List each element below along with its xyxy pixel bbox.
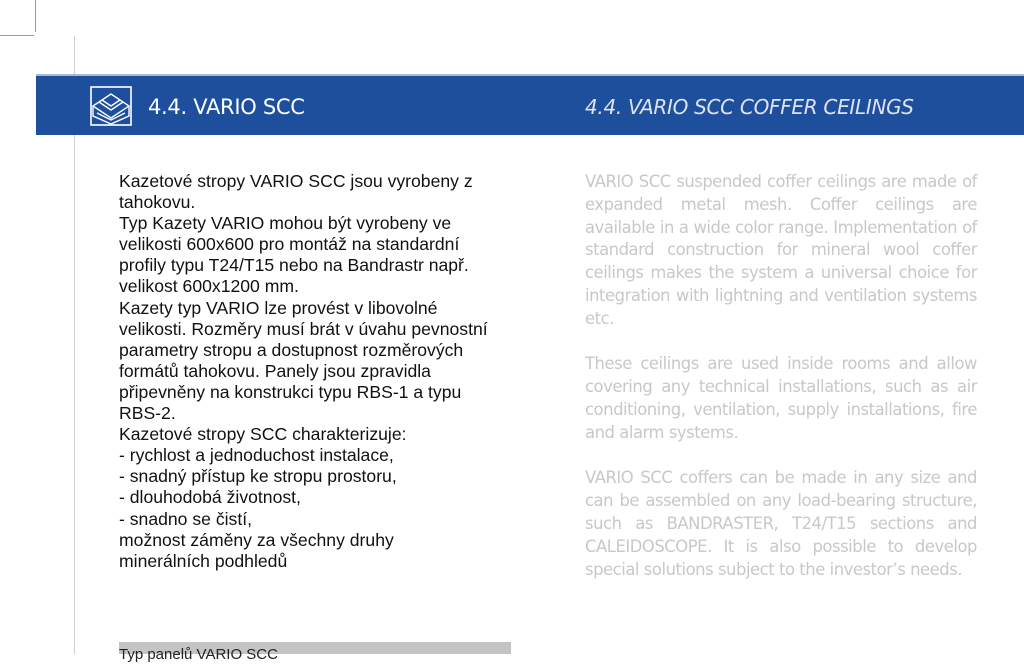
text-line: - snadný přístup ke stropu prostoru,	[119, 466, 397, 487]
text-line: možnost záměny za všechny druhy	[119, 529, 394, 550]
diamond-grid-icon	[90, 86, 132, 126]
crop-mark-horizontal	[0, 35, 34, 36]
text-line: velikosti. Rozměry musí brát v úvahu pevnostní	[119, 318, 488, 339]
crop-mark-vertical	[35, 0, 36, 32]
paragraph: VARIO SCC coffers can be made in any size and can be assembled on any load-bearing structure, such as BANDRASTER, T24/T15 sections and CALEIDOSCOPE. It is also possible to develop special solutions subject to the investor’s needs.	[585, 468, 977, 579]
text-line: Kazetové stropy VARIO SCC jsou vyrobeny z	[119, 171, 473, 191]
section-title-en: 4.4. VARIO SCC COFFER CEILINGS	[585, 95, 914, 119]
text-line: profily typu T24/T15 nebo na Bandrastr např.	[119, 255, 469, 276]
text-line: připevněny na konstrukci typu RBS-1 a typu	[119, 381, 462, 402]
text-line: parametry stropu a dostupnost rozměrových	[119, 339, 464, 360]
text-line: - snadno se čistí,	[119, 508, 252, 529]
table-header-label: Typ panelů VARIO SCC	[119, 646, 278, 663]
paragraph: VARIO SCC suspended coffer ceilings are made of expanded metal mesh. Coffer ceilings are available in a wide color range. Implementation of standard construction for mineral wool coffer ceilings makes the system a universal choice for integration with lightning and ventilation systems etc.	[585, 172, 977, 328]
czech-description	[119, 171, 539, 572]
text-line: velikost 600x1200 mm.	[119, 276, 299, 297]
text-line: Typ Kazety VARIO mohou být vyrobeny ve	[119, 213, 452, 234]
english-description	[585, 171, 977, 604]
text-line: RBS-2.	[119, 403, 176, 424]
text-line: - rychlost a jednoduchost instalace,	[119, 445, 394, 466]
text-line: tahokovu.	[119, 192, 196, 213]
text-line: formátů tahokovu. Panely jsou zpravidla	[119, 360, 431, 381]
text-line: minerálních podhledů	[119, 550, 288, 571]
text-line: velikosti 600x600 pro montáž na standardní	[119, 234, 460, 255]
text-line: Kazety typ VARIO lze provést v libovolné	[119, 297, 438, 318]
text-line: Kazetové stropy SCC charakterizuje:	[119, 424, 407, 445]
paragraph: These ceilings are used inside rooms and allow covering any technical installations, such as air conditioning, ventilation, supply installations, fire and alarm systems.	[585, 354, 977, 442]
text-line: - dlouhodobá životnost,	[119, 487, 301, 508]
table-header	[119, 642, 511, 663]
section-title-cz: 4.4. VARIO SCC	[148, 95, 305, 119]
